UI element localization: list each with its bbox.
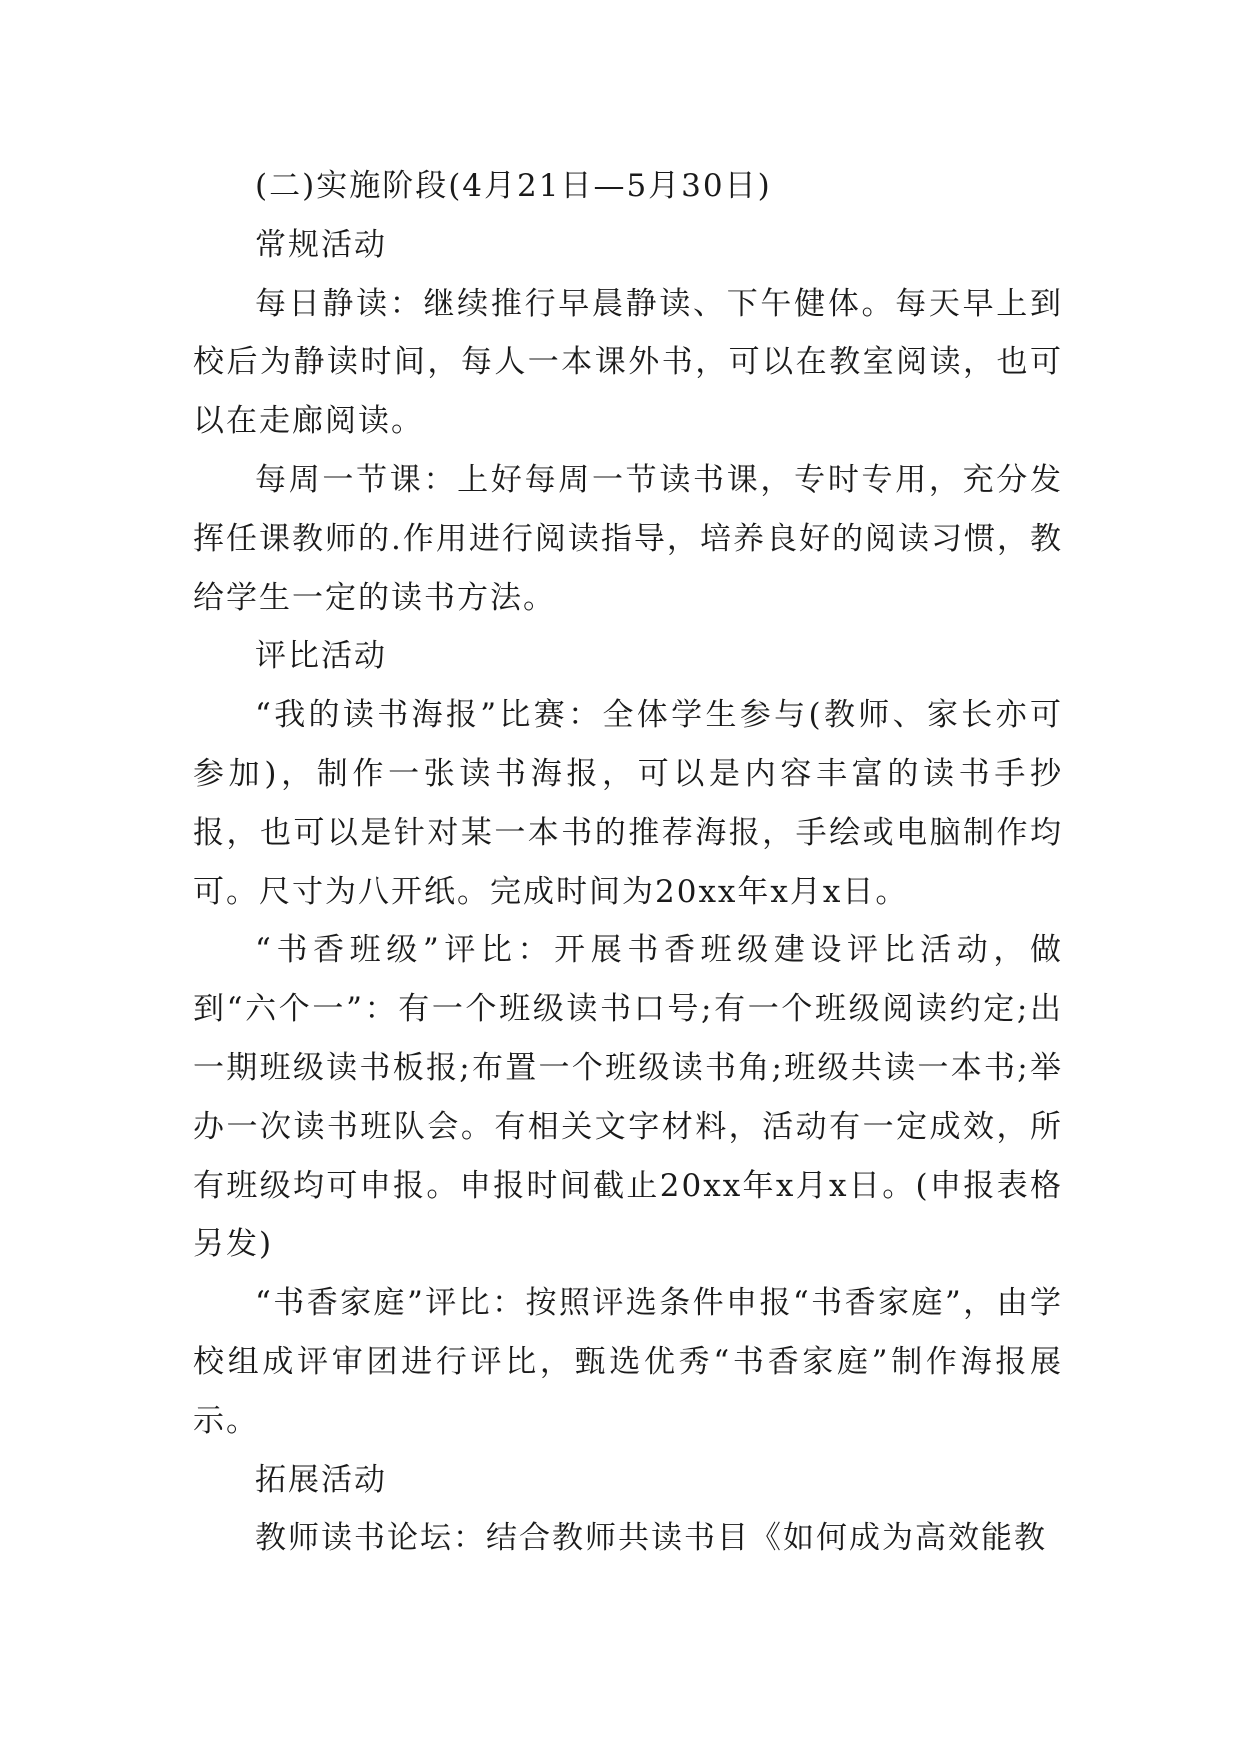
paragraph-teacher-forum: 教师读书论坛：结合教师共读书目《如何成为高效能教 [255, 1520, 1047, 1557]
subheading-competition-activities: 评比活动 [255, 638, 387, 675]
paragraph-class-contest: “书香班级”评比：开展书香班级建设评比活动，做到“六个一”：有一个班级读书口号;有一个班级阅读约定;出一期班级读书板报;布置一个班级读书角;班级共读一本书;举办一次读书班队会。有相关文字材料，活动有一定成效，所有班级均可申报。申报时间截止20xx年x月x日。(申报表格另发) [193, 932, 1063, 1263]
paragraph-poster-contest: “我的读书海报”比赛：全体学生参与(教师、家长亦可参加)，制作一张读书海报，可以是内容丰富的读书手抄报，也可以是针对某一本书的推荐海报，手绘或电脑制作均可。尺寸为八开纸。完成时间为20xx年x月x日。 [193, 697, 1063, 910]
subheading-routine-activities: 常规活动 [255, 226, 387, 263]
section-heading-implementation: (二)实施阶段(4月21日—5月30日) [255, 168, 772, 204]
paragraph-family-contest: “书香家庭”评比：按照评选条件申报“书香家庭”，由学校组成评审团进行评比，甄选优秀“书香家庭”制作海报展示。 [193, 1285, 1063, 1439]
paragraph-weekly-class: 每周一节课：上好每周一节读书课，专时专用，充分发挥任课教师的.作用进行阅读指导，培养良好的阅读习惯，教给学生一定的读书方法。 [193, 461, 1063, 616]
document-body [193, 157, 1063, 1568]
subheading-extended-activities: 拓展活动 [255, 1461, 387, 1498]
paragraph-daily-reading: 每日静读：继续推行早晨静读、下午健体。每天早上到校后为静读时间，每人一本课外书，可以在教室阅读，也可以在走廊阅读。 [193, 285, 1063, 440]
